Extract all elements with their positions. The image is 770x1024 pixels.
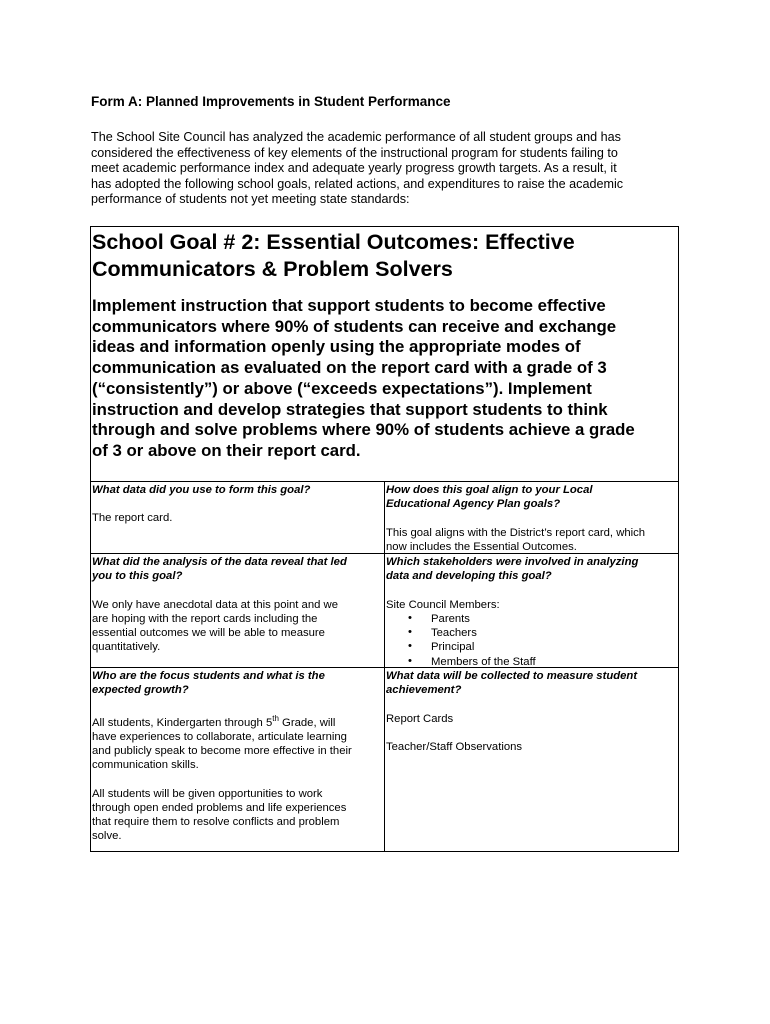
answer-fragment: All students, Kindergarten through 5 [92,716,273,729]
answer-text: All students will be given opportunities to work [92,787,323,800]
cell-data-collected [386,669,637,754]
intro-line: performance of students not yet meeting state standards: [91,192,410,207]
list-item [386,655,638,669]
list-item-label: Teachers [431,627,477,640]
superscript: th [272,713,279,723]
question-label: achievement? [386,684,462,697]
cell-data-used [92,483,310,526]
answer-text: The report card. [92,512,173,525]
bullet-icon: • [408,611,412,624]
cell-data-analysis [92,555,347,655]
cell-stakeholders [386,555,638,669]
list-item [386,612,638,626]
answer-text: are hoping with the report cards including the [92,612,318,625]
goal-description-line: through and solve problems where 90% of students achieve a grade [92,420,635,440]
answer-text: We only have anecdotal data at this point and we [92,598,338,611]
answer-text: and publicly speak to become more effective in their [92,744,352,757]
stakeholder-list [386,612,638,669]
list-item-label: Members of the Staff [431,655,536,668]
question-label: What data did you use to form this goal? [92,484,311,496]
answer-text: Teacher/Staff Observations [386,740,523,753]
answer-text [92,712,352,730]
goal-description-line: Implement instruction that support students to become effective [92,296,606,315]
answer-fragment: Grade, will [278,716,336,729]
list-item [386,640,638,654]
cell-lea-alignment [386,483,645,554]
goal-title-line: School Goal # 2: Essential Outcomes: Effective [92,230,575,254]
question-label: Who are the focus students and what is the [92,670,325,682]
intro-line: has adopted the following school goals, related actions, and expenditures to raise the academic [91,176,624,191]
form-title: Form A: Planned Improvements in Student Performance [91,94,451,109]
goal-description [92,296,635,462]
goal-description-line: instruction and develop strategies that support students to think [92,399,608,419]
bullet-icon: • [408,640,412,653]
intro-line: The School Site Council has analyzed the academic performance of all student groups and has [91,130,621,144]
goal-description-line: communicators where 90% of students can receive and exchange [92,316,617,336]
question-label: Which stakeholders were involved in analyzing [386,556,639,568]
answer-text: This goal aligns with the District’s report card, which [386,526,646,539]
question-label: expected growth? [92,684,189,697]
answer-text: quantitatively. [92,641,161,654]
goal-title [92,229,575,283]
intro-line: considered the effectiveness of key elements of the instructional program for students failing to [91,145,618,160]
question-label: you to this goal? [92,570,183,583]
intro-line: meet academic performance index and adequate yearly progress growth targets. As a result, it [91,161,617,176]
list-item [386,626,638,640]
question-label: What did the analysis of the data reveal that led [92,556,347,568]
answer-text: solve. [92,830,122,843]
goal-box [90,226,679,852]
question-label: How does this goal align to your Local [386,484,593,496]
list-item-label: Parents [431,612,470,625]
answer-text: communication skills. [92,759,199,772]
question-label: Educational Agency Plan goals? [386,498,561,511]
list-item-label: Principal [431,641,475,654]
goal-description-line: communication as evaluated on the report card with a grade of 3 [92,358,607,378]
column-divider [384,481,385,851]
answer-text: have experiences to collaborate, articulate learning [92,730,347,743]
cell-focus-students [92,669,352,844]
answer-text: Report Cards [386,712,454,725]
answer-text: that require them to resolve conflicts and problem [92,816,340,829]
goal-description-line: ideas and information openly using the appropriate modes of [92,337,581,357]
bullet-icon: • [408,626,412,639]
intro-paragraph [91,130,691,208]
bullet-icon: • [408,654,412,667]
answer-text: now includes the Essential Outcomes. [386,540,577,553]
goal-description-line: (“consistently”) or above (“exceeds expectations”). Implement [92,378,592,398]
answer-text: essential outcomes we will be able to measure [92,627,325,640]
question-label: data and developing this goal? [386,570,552,583]
goal-title-line: Communicators & Problem Solvers [92,257,453,281]
question-label: What data will be collected to measure student [386,670,638,682]
answer-text: Site Council Members: [386,598,500,611]
goal-description-line: of 3 or above on their report card. [92,440,361,460]
answer-text: through open ended problems and life experiences [92,801,347,814]
